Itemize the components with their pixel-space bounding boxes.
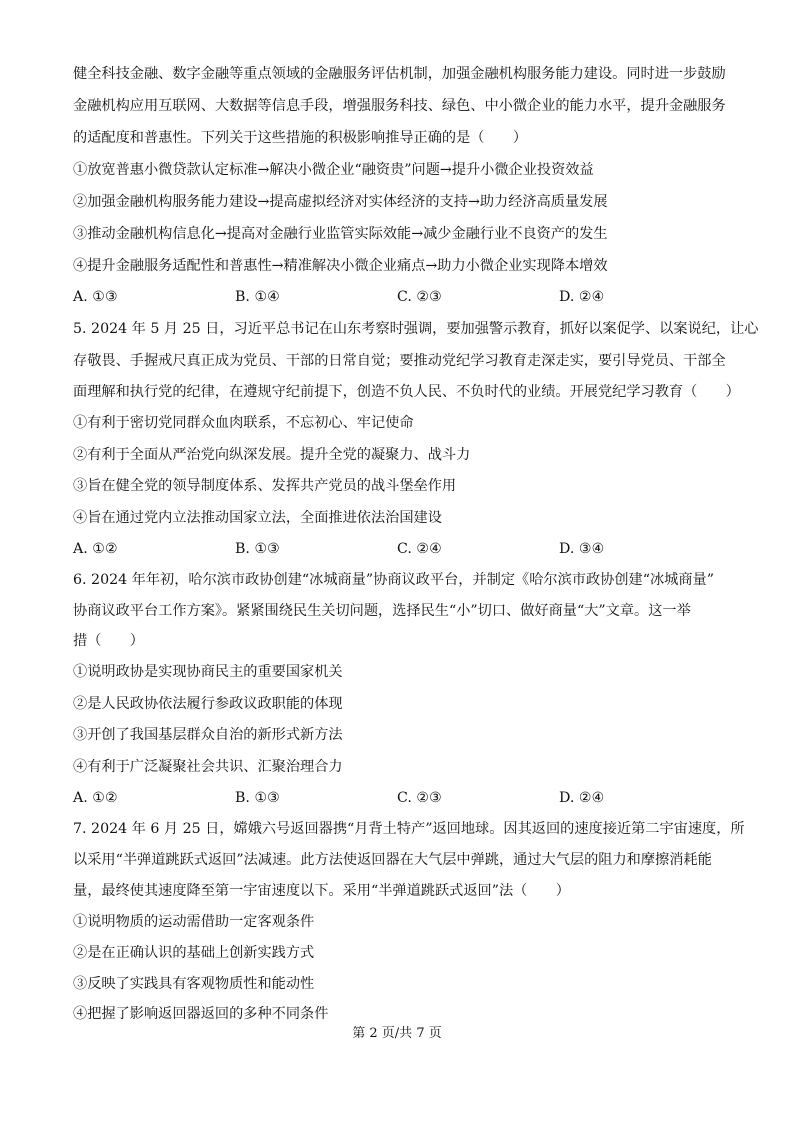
q5-option-b[interactable]: B. ①③ <box>235 541 280 557</box>
q5-option-c[interactable]: C. ②④ <box>397 541 442 557</box>
q4-stem-line: 健全科技金融、数字金融等重点领域的金融服务评估机制，加强金融机构服务能力建设。同时进一步鼓励 <box>73 66 726 82</box>
q4-statement-2: ②加强金融机构服务能力建设→提高虚拟经济对实体经济的支持→助力经济高质量发展 <box>73 194 608 210</box>
q4-option-d[interactable]: D. ②④ <box>559 289 605 305</box>
q4-option-a[interactable]: A. ①③ <box>73 289 118 305</box>
q5-option-a[interactable]: A. ①② <box>73 541 118 557</box>
q5-statement-3: ③旨在健全党的领导制度体系、发挥共产党员的战斗堡垒作用 <box>73 478 457 494</box>
q5-option-d[interactable]: D. ③④ <box>559 541 605 557</box>
q5-statement-4: ④旨在通过党内立法推动国家立法，全面推进依法治国建设 <box>73 510 442 526</box>
q4-option-c[interactable]: C. ②③ <box>397 289 442 305</box>
q7-stem-line: 量，最终使其速度降至第一宇宙速度以下。采用“半弹道跳跃式返回”法（ ） <box>73 883 570 899</box>
q4-stem-line: 金融机构应用互联网、大数据等信息手段，增强服务科技、绿色、中小微企业的能力水平，提升金融服务 <box>73 98 726 114</box>
q5-stem-line: 面理解和执行党的纪律，在遵规守纪前提下，创造不负人民、不负时代的业绩。开展党纪学习教育（ ） <box>73 384 740 400</box>
q6-stem-line: 6. 2024 年年初，哈尔滨市政协创建“冰城商量”协商议政平台，并制定《哈尔滨市政协创建“冰城商量” <box>73 572 714 588</box>
q6-statement-4: ④有利于广泛凝聚社会共识、汇聚治理合力 <box>73 759 343 775</box>
q5-stem-line: 5. 2024 年 5 月 25 日，习近平总书记在山东考察时强调，要加强警示教育，抓好以案促学、以案说纪，让心 <box>73 321 759 337</box>
q6-statement-2: ②是人民政协依法履行参政议政职能的体现 <box>73 696 343 712</box>
q6-statement-3: ③开创了我国基层群众自治的新形式新方法 <box>73 727 343 743</box>
q6-stem-line: 措（ ） <box>73 633 144 649</box>
q5-statement-2: ②有利于全面从严治党向纵深发展。提升全党的凝聚力、战斗力 <box>73 447 471 463</box>
q6-statement-1: ①说明政协是实现协商民主的重要国家机关 <box>73 664 343 680</box>
q4-statement-4: ④提升金融服务适配性和普惠性→精准解决小微企业痛点→助力小微企业实现降本增效 <box>73 258 608 274</box>
q4-stem-line: 的适配度和普惠性。下列关于这些措施的积极影响推导正确的是（ ） <box>73 130 528 146</box>
q5-stem-line: 存敬畏、手握戒尺真正成为党员、干部的日常自觉；要推动党纪学习教育走深走实，要引导党员、干部全 <box>73 353 726 369</box>
q6-option-b[interactable]: B. ①③ <box>235 790 280 806</box>
q4-statement-1: ①放宽普惠小微贷款认定标准→解决小微企业“融资贵”问题→提升小微企业投资效益 <box>73 162 594 178</box>
q7-statement-1: ①说明物质的运动需借助一定客观条件 <box>73 914 315 930</box>
q7-stem-line: 以采用“半弹道跳跃式返回”法减速。此方法使返回器在大气层中弹跳，通过大气层的阻力和摩擦消耗能 <box>73 852 712 868</box>
q4-option-b[interactable]: B. ①④ <box>235 289 280 305</box>
q5-statement-1: ①有利于密切党同群众血肉联系，不忘初心、牢记使命 <box>73 415 414 431</box>
q6-option-d[interactable]: D. ②④ <box>559 790 605 806</box>
q7-stem-line: 7. 2024 年 6 月 25 日，嫦娥六号返回器携“月背土特产”返回地球。因其返回的速度接近第二宇宙速度，所 <box>73 821 745 837</box>
q6-option-c[interactable]: C. ②③ <box>397 790 442 806</box>
q7-statement-4: ④把握了影响返回器返回的多种不同条件 <box>73 1006 329 1022</box>
q7-statement-3: ③反映了实践具有客观物质性和能动性 <box>73 976 315 992</box>
q6-option-a[interactable]: A. ①② <box>73 790 118 806</box>
q6-stem-line: 协商议政平台工作方案》。紧紧围绕民生关切问题，选择民生“小”切口、做好商量“大”文章。这一举 <box>73 603 691 619</box>
page-number: 第 2 页/共 7 页 <box>352 1026 442 1041</box>
q7-statement-2: ②是在正确认识的基础上创新实践方式 <box>73 945 315 961</box>
q4-statement-3: ③推动金融机构信息化→提高对金融行业监管实际效能→减少金融行业不良资产的发生 <box>73 226 608 242</box>
